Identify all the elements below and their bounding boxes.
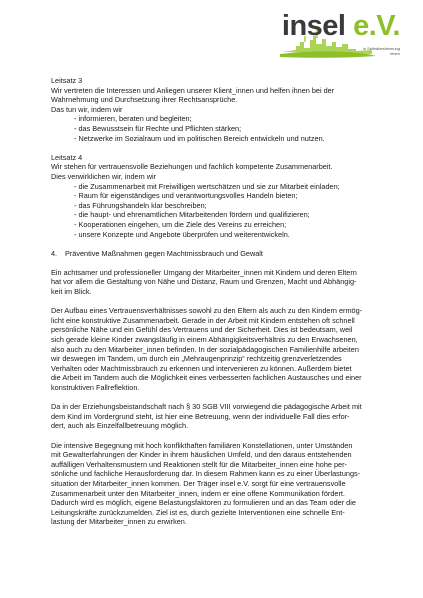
leitsatz-3-list	[51, 114, 381, 143]
paragraph-line: auffälligen Verhaltensmustern und Reaktionen stellt für die Mitarbeiter_innen eine hohe per-	[51, 459, 347, 469]
leitsatz-3-line2: Wahrnehmung und Durchsetzung ihrer Rechtsansprüche.	[51, 95, 238, 105]
paragraph-line: konstruktiven Fallreflektion.	[51, 383, 140, 392]
paragraph-line: situation der Mitarbeiter_innen kommen. Der Träger insel e.V. sorgt für eine vertrauensvolle	[51, 478, 346, 488]
section-heading	[51, 249, 381, 259]
list-item: - Kooperationen eingehen, um die Ziele des Vereins zu erreichen;	[74, 220, 381, 230]
list-item: - die Zusammenarbeit mit Freiwilligen wertschätzen und sie zur Mitarbeit einladen;	[74, 182, 381, 192]
paragraph-line: wir deswegen im Tandem, um durch ein „Mehraugenprinzip“ rechtzeitig grenzverletzendes	[51, 354, 342, 364]
logo-suffix: e.V.	[353, 10, 400, 42]
paragraph-line: Verhalten oder Machtmissbrauch zu erkennen und intervenieren zu können. Außerdem bietet	[51, 363, 352, 373]
list-item: - Netzwerke im Sozialraum und im politischen Bereich entwickeln und nutzen.	[74, 134, 381, 144]
paragraph-line: Leitungskräfte zurückzumelden. Ziel ist es, durch gezielte Interventionen eine schnelle Ent-	[51, 507, 345, 517]
paragraph-line: Der Aufbau eines Vertrauensverhältnisses sowohl zu den Eltern als auch zu den Kindern ermög-	[51, 306, 363, 316]
paragraph-line: Die intensive Begegnung mit hoch konflikthaften familiären Konstellationen, unter Umständen	[51, 440, 353, 450]
paragraph-line: sich gerade kleine Kinder zwangsläufig in einem Abhängigkeitsverhältnis zu den Erwachsenen,	[51, 335, 358, 345]
paragraph-line: lastung der Mitarbeiter_innen zu erwirken.	[51, 517, 187, 527]
leitsatz-3-line1: Wir vertreten die Interessen und Anliegen unserer Klient_innen und helfen ihnen bei der	[51, 85, 335, 95]
paragraph-line: die Arbeit im Tandem auch die Möglichkeit eines verbesserten fachlichen Austausches und einer	[51, 373, 362, 383]
paragraph-line: keit im Blick.	[51, 287, 92, 297]
document-body	[51, 76, 381, 527]
section-number: 4.	[51, 248, 58, 258]
logo-name: insel	[281, 10, 346, 42]
leitsatz-4-intro: Dies verwirklichen wir, indem wir	[51, 171, 157, 181]
paragraph-2	[51, 306, 381, 392]
leitsatz-4-line1: Wir stehen für vertrauensvolle Beziehungen und fachlich kompetente Zusammenarbeit.	[51, 162, 333, 172]
leitsatz-4-list	[51, 182, 381, 240]
list-item: - Raum für eigenständiges und verantwortungsvolles Handeln bieten;	[74, 191, 381, 201]
paragraph-line: persönliche Nähe und ein Gefühl des Vertrauens und der Sicherheit. Dies ist bedeutsam, weil	[51, 325, 353, 335]
paragraph-line: Da in der Erziehungsbeistandschaft nach § 30 SGB VIII vorwiegend die pädagogische Arbeit mit	[51, 402, 362, 412]
list-item: - das Bewusstsein für Rechte und Pflichten stärken;	[74, 124, 381, 134]
logo-subtitle-line1: in Selbstbestimmung	[362, 46, 400, 51]
paragraph-line: Dadurch wird es möglich, eigene Belastungsfaktoren zu formulieren und an das Team oder die	[51, 498, 356, 508]
leitsatz-3	[51, 76, 381, 143]
leitsatz-4	[51, 153, 381, 239]
paragraph-3	[51, 402, 381, 431]
leitsatz-3-heading: Leitsatz 3	[51, 76, 83, 85]
section-title: Präventive Maßnahmen gegen Machtmissbrauch und Gewalt	[65, 248, 263, 258]
paragraph-line: also auch zu den Mitarbeiter_innen befinden. In der sozialpädagogischen Familienhilfe arbeiten	[51, 344, 359, 354]
leitsatz-4-heading: Leitsatz 4	[51, 152, 83, 162]
paragraph-4	[51, 441, 381, 527]
paragraph-line: mit Gewalterfahrungen der Kinder in ihrem häuslichen Umfeld, und den daraus entstehenden	[51, 450, 352, 460]
list-item: - informieren, beraten und begleiten;	[74, 114, 381, 124]
list-item: - unsere Konzepte und Angebote überprüfen und weiterentwickeln.	[74, 230, 381, 240]
logo-subtitle	[330, 46, 400, 56]
paragraph-line: dert, auch als Einzelfallbetreuung möglich.	[51, 421, 189, 431]
list-item: - die haupt- und ehrenamtlichen Mitarbeitenden fördern und qualifizieren;	[74, 210, 381, 220]
logo-wordmark	[282, 12, 400, 41]
paragraph-1	[51, 268, 381, 297]
list-item: - das Führungshandeln klar beschreiben;	[74, 201, 381, 211]
logo-subtitle-line2: leben	[390, 51, 400, 56]
paragraph-line: Ein achtsamer und professioneller Umgang der Mitarbeiter_innen mit Kindern und deren Eltern	[51, 267, 357, 277]
insel-logo	[276, 6, 400, 64]
paragraph-line: sönliche und fachliche Herausforderung dar. In diesem Rahmen kann es zu einer Überlastungs-	[51, 469, 361, 479]
paragraph-line: dem Kind im Vordergrund steht, ist hier eine Betreuung, wenn der individuelle Fall dies erfor-	[51, 411, 350, 421]
paragraph-line: licht eine konstruktive Zusammenarbeit. Gerade in der Arbeit mit Kindern entstehen oft schnell	[51, 315, 355, 325]
paragraph-line: Zusammenarbeit unter den Mitarbeiter_innen, indem er eine offene Kommunikation fördert.	[51, 488, 345, 498]
paragraph-line: hat vor allem die Gestaltung von Nähe und Distanz, Raum und Grenzen, Macht und Abhängig-	[51, 277, 357, 287]
leitsatz-3-intro: Das tun wir, indem wir	[51, 104, 123, 114]
